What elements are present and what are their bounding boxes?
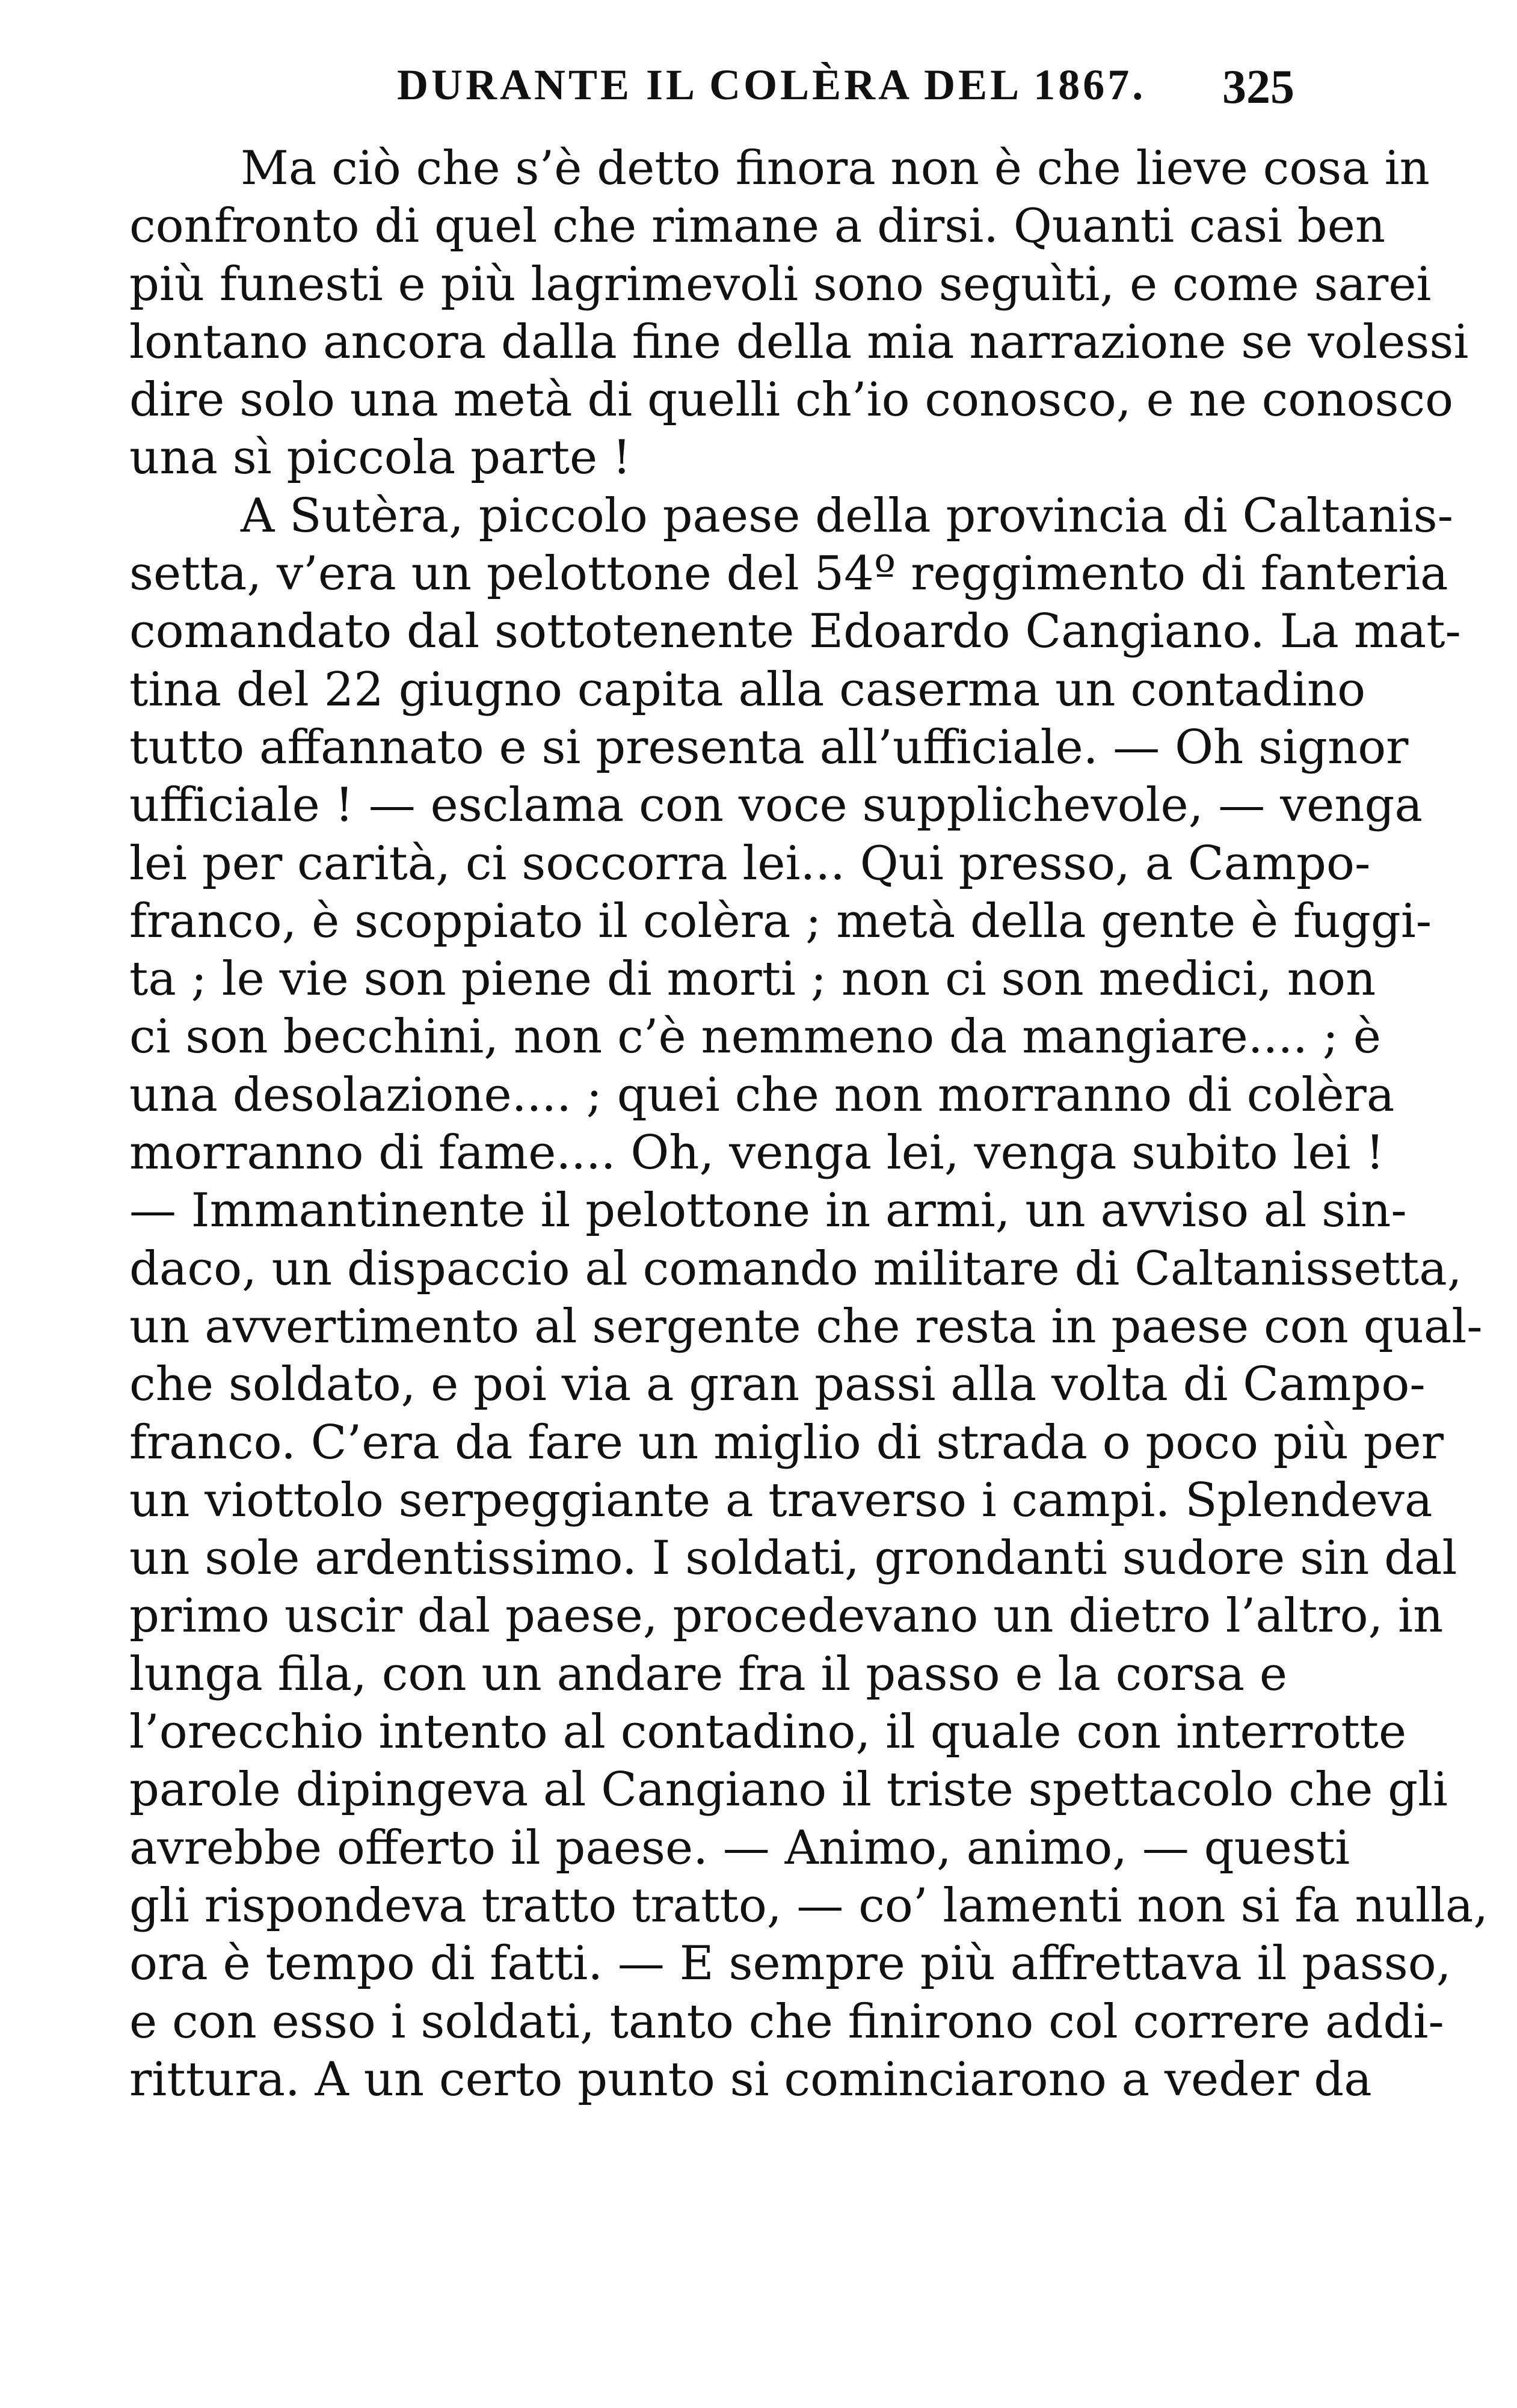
text-line: ufficiale ! — esclama con voce supplichevole, — venga (129, 778, 1423, 833)
text-line: confronto di quel che rimane a dirsi. Quanti casi ben (129, 199, 1386, 254)
text-line: franco, è scoppiato il colèra ; metà della gente è fuggi- (129, 894, 1432, 948)
text-line: primo uscir dal paese, procedevano un dietro l’altro, in (129, 1589, 1444, 1644)
text-line: avrebbe offerto il paese. — Animo, animo, — questi (129, 1820, 1350, 1875)
text-line: una desolazione.... ; quei che non morranno di colèra (129, 1067, 1395, 1122)
text-line: che soldato, e poi via a gran passi alla volta di Campo- (129, 1357, 1426, 1412)
text-line: tutto affannato e si presenta all’ufficiale. — Oh signor (129, 720, 1409, 775)
text-line: comandato dal sottotenente Edoardo Cangiano. La mat- (129, 604, 1461, 659)
text-line: lunga fila, con un andare fra il passo e la corsa e (129, 1647, 1288, 1701)
text-line: morranno di fame.... Oh, venga lei, venga subito lei ! (129, 1126, 1385, 1181)
text-line: tina del 22 giugno capita alla caserma un contadino (129, 662, 1366, 717)
body-text (129, 140, 1489, 2109)
text-line: rittura. A un certo punto si cominciarono a veder da (129, 2052, 1372, 2107)
text-line: dire solo una metà di quelli ch’io conosco, e ne conosco (129, 373, 1454, 428)
text-line: e con esso i soldati, tanto che finirono col correre addi- (129, 1994, 1444, 2049)
running-title: DURANTE IL COLÈRA DEL 1867. (397, 61, 1146, 109)
text-line: lontano ancora dalla fine della mia narrazione se volessi (129, 315, 1469, 369)
text-line: franco. C’era da fare un miglio di strada o poco più per (129, 1415, 1444, 1470)
text-line: ci son becchini, non c’è nemmeno da mangiare.... ; è (129, 1010, 1381, 1064)
text-line: A Sutèra, piccolo paese della provincia di Caltanis- (241, 488, 1454, 543)
text-line: più funesti e più lagrimevoli sono seguìti, e come sarei (129, 257, 1432, 312)
text-line: parole dipingeva al Cangiano il triste spettacolo che gli (129, 1763, 1448, 1817)
text-line: un viottolo serpeggiante a traverso i campi. Splendeva (129, 1473, 1433, 1528)
text-line: una sì piccola parte ! (129, 431, 632, 485)
text-line: gli rispondeva tratto tratto, — co’ lamenti non si fa nulla, (129, 1878, 1489, 1933)
text-line: l’orecchio intento al contadino, il quale con interrotte (129, 1705, 1407, 1760)
running-header (114, 60, 1294, 126)
text-line: un sole ardentissimo. I soldati, grondanti sudore sin dal (129, 1531, 1457, 1586)
text-line: setta, v’era un pelottone del 54º reggimento di fanteria (129, 547, 1448, 601)
text-line: — Immantinente il pelottone in armi, un avviso al sin- (129, 1184, 1407, 1238)
text-line: daco, un dispaccio al comando militare di Caltanissetta, (129, 1241, 1462, 1296)
text-line: un avvertimento al sergente che resta in paese con qual- (129, 1299, 1483, 1354)
text-line: ora è tempo di fatti. — E sempre più affrettava il passo, (129, 1937, 1451, 1991)
text-line: lei per carità, ci soccorra lei... Qui presso, a Campo- (129, 836, 1371, 891)
page-number: 325 (1222, 61, 1294, 114)
text-line: Ma ciò che s’è detto finora non è che lieve cosa in (241, 141, 1430, 195)
text-line: ta ; le vie son piene di morti ; non ci son medici, non (129, 952, 1376, 1007)
